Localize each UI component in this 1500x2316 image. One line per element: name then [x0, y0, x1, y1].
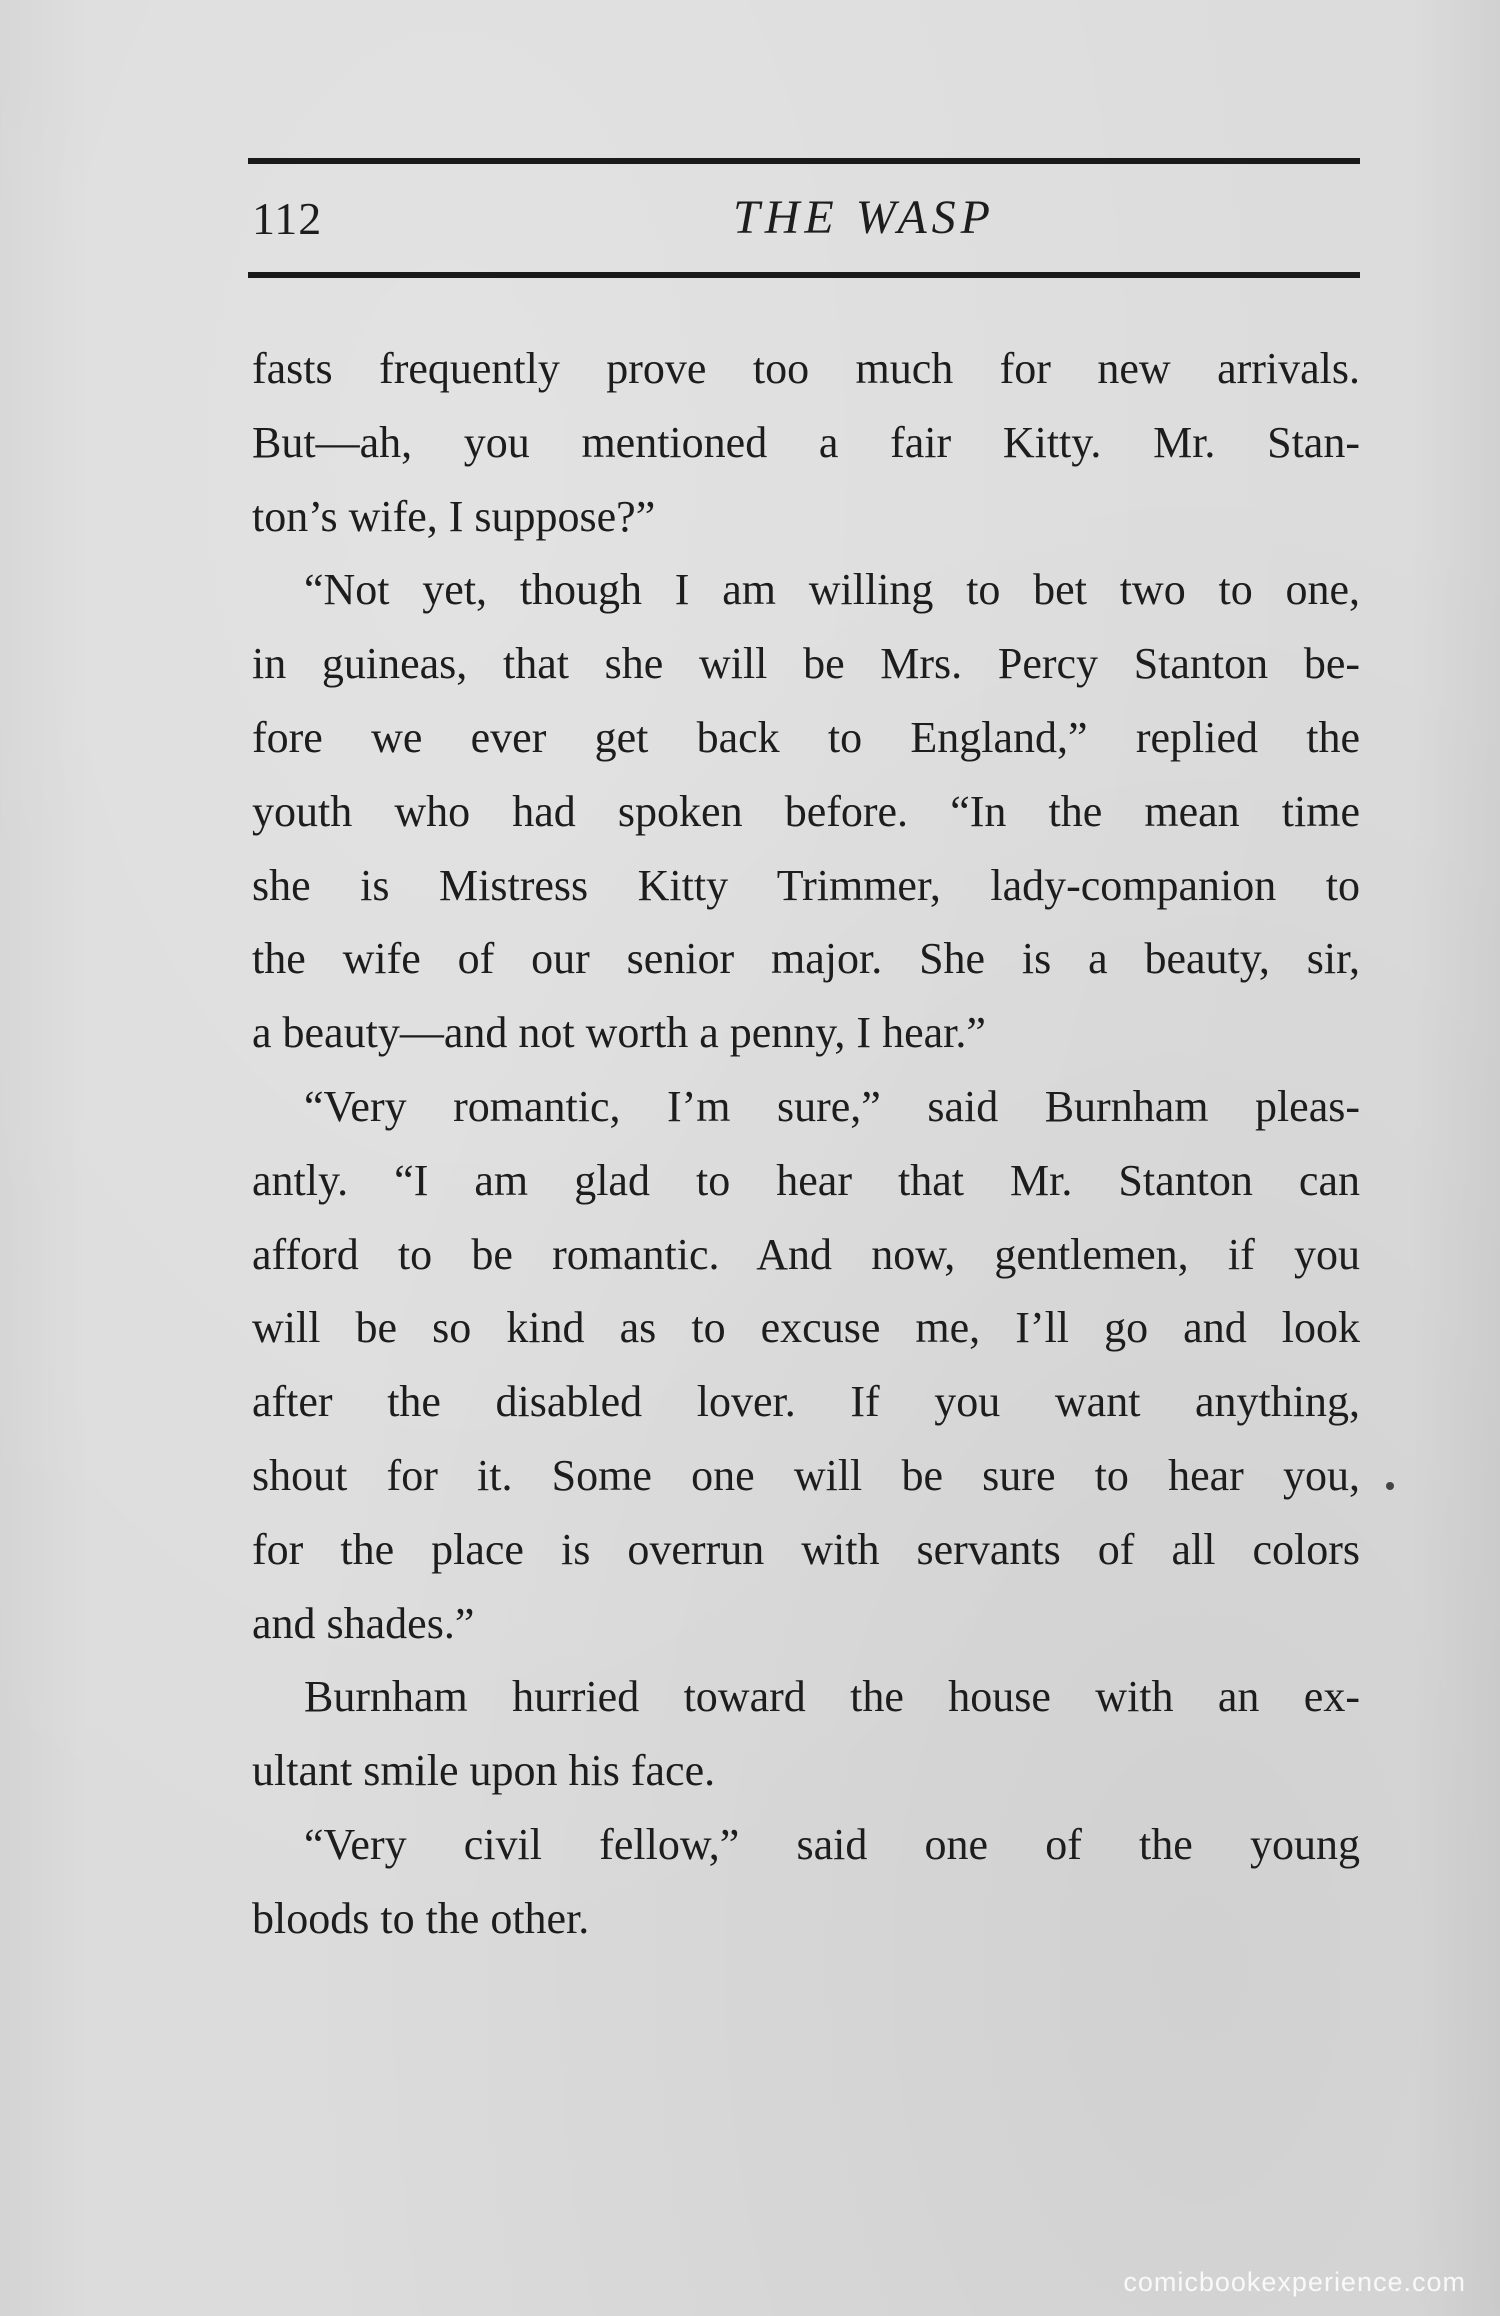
- text-line: But—ah, you mentioned a fair Kitty. Mr. Stan-: [252, 417, 1360, 467]
- text-line: for the place is overrun with servants of all colors: [252, 1524, 1360, 1574]
- watermark: comicbookexperience.com: [1123, 2267, 1466, 2297]
- text-line: bloods to the other.: [252, 1893, 590, 1943]
- text-line: “Not yet, though I am willing to bet two to one,: [304, 565, 1360, 615]
- body-text: [252, 332, 1360, 1956]
- text-line: youth who had spoken before. “In the mean time: [252, 786, 1360, 836]
- text-line: and shades.”: [252, 1598, 475, 1648]
- text-line: “Very romantic, I’m sure,” said Burnham pleas-: [304, 1081, 1360, 1131]
- text-line: Burnham hurried toward the house with an ex-: [304, 1672, 1360, 1722]
- text-line: a beauty—and not worth a penny, I hear.”: [252, 1008, 986, 1058]
- text-line: after the disabled lover. If you want anything,: [252, 1377, 1360, 1427]
- text-line: afford to be romantic. And now, gentlemen, if you: [252, 1229, 1360, 1279]
- text-line: the wife of our senior major. She is a beauty, sir,: [252, 934, 1360, 984]
- text-line: in guineas, that she will be Mrs. Percy Stanton be-: [252, 639, 1360, 689]
- text-line: fasts frequently prove too much for new arrivals.: [252, 344, 1360, 393]
- running-title: THE WASP: [733, 191, 995, 244]
- text-line: ton’s wife, I suppose?”: [252, 491, 656, 541]
- text-line: ultant smile upon his face.: [252, 1746, 716, 1796]
- header-top-rule: [248, 158, 1360, 164]
- text-line: fore we ever get back to England,” replied the: [252, 712, 1360, 762]
- text-line: will be so kind as to excuse me, I’ll go and look: [252, 1303, 1360, 1353]
- text-line: she is Mistress Kitty Trimmer, lady-companion to: [252, 860, 1360, 910]
- page-header: [248, 186, 1360, 256]
- text-line: shout for it. Some one will be sure to hear you,: [252, 1450, 1360, 1500]
- paper-speck: [1386, 1482, 1394, 1490]
- header-bottom-rule: [248, 272, 1360, 278]
- text-line: antly. “I am glad to hear that Mr. Stanton can: [252, 1155, 1360, 1205]
- text-line: “Very civil fellow,” said one of the young: [304, 1819, 1360, 1869]
- page-number: 112: [252, 193, 323, 244]
